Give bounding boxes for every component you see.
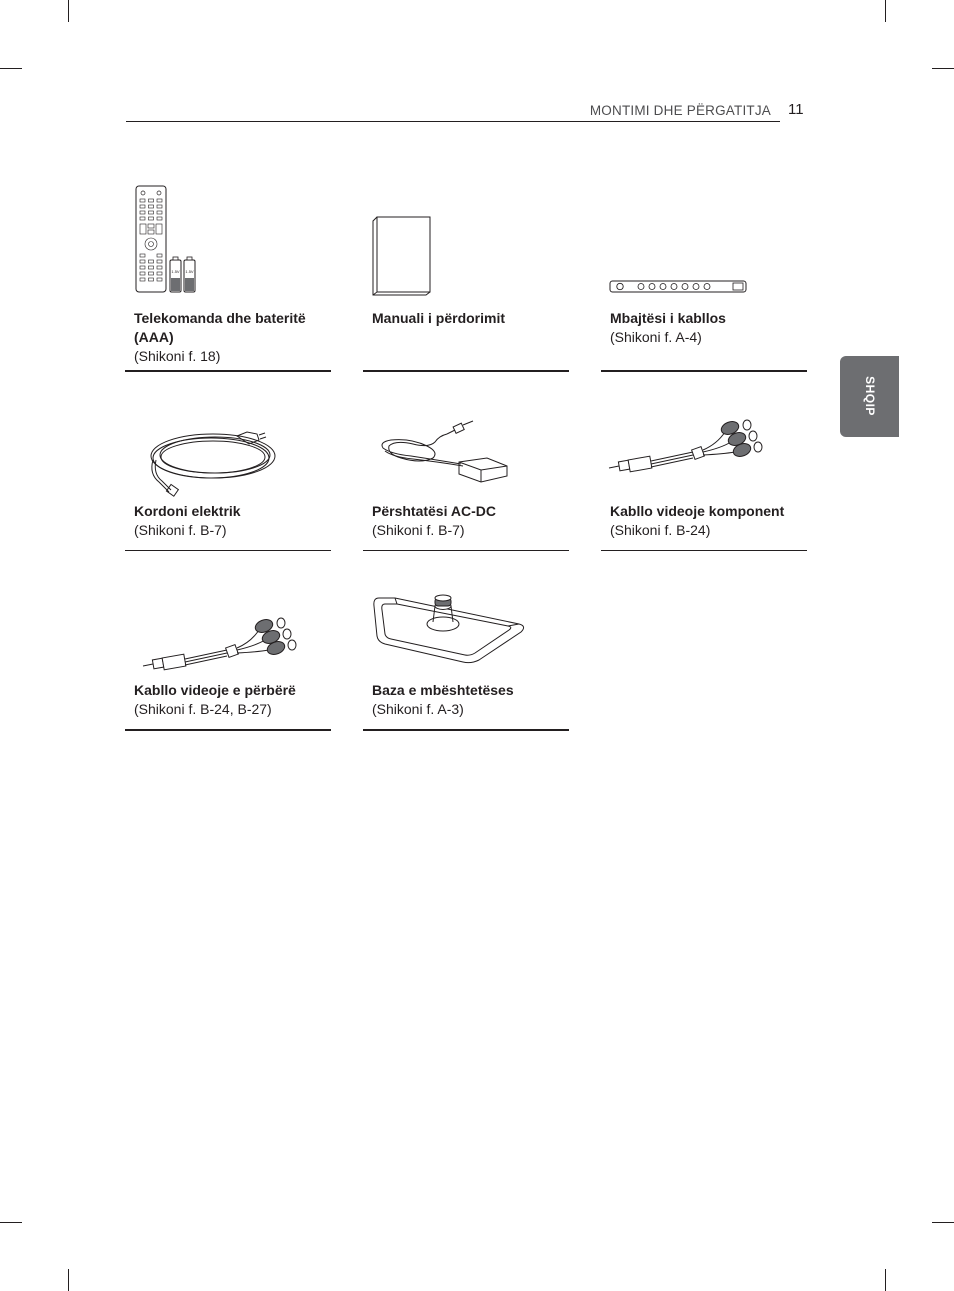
component-cable-icon — [607, 414, 763, 478]
accessory-ac-dc-adapter — [363, 410, 569, 552]
language-tab[interactable] — [840, 356, 899, 437]
item-divider — [363, 370, 569, 372]
accessory-reference: (Shikoni f. B-7) — [134, 522, 227, 538]
item-divider — [363, 550, 569, 551]
item-divider — [125, 550, 331, 551]
accessory-cable-holder — [601, 180, 807, 373]
composite-cable-icon — [141, 612, 297, 676]
accessory-reference: (Shikoni f. A-3) — [372, 701, 464, 717]
accessory-manual — [363, 180, 569, 373]
language-tab-label: SHQIP — [863, 376, 877, 416]
accessory-title: Mbajtësi i kabllos — [610, 310, 726, 326]
accessory-remote-batteries — [125, 180, 331, 373]
crop-mark — [932, 1222, 954, 1223]
header-rule — [126, 121, 780, 122]
item-divider — [125, 729, 331, 731]
accessory-title: Telekomanda dhe bateritë (AAA) — [134, 310, 306, 345]
item-divider — [363, 729, 569, 731]
accessory-power-cord — [125, 410, 331, 552]
item-divider — [125, 370, 331, 372]
power-cord-icon — [143, 422, 283, 500]
crop-mark — [0, 1222, 22, 1223]
crop-mark — [932, 68, 954, 69]
crop-mark — [68, 0, 69, 22]
section-title: MONTIMI DHE PËRGATITJA — [589, 103, 771, 118]
accessory-reference: (Shikoni f. B-24, B-27) — [134, 701, 272, 717]
item-divider — [601, 550, 807, 551]
stand-base-icon — [371, 592, 531, 668]
battery-label: 1.5V — [185, 269, 194, 274]
crop-mark — [68, 1269, 69, 1291]
accessory-reference: (Shikoni f. B-7) — [372, 522, 465, 538]
accessory-title: Baza e mbështetëses — [372, 682, 514, 698]
cable-holder-icon — [609, 279, 749, 295]
accessory-title: Kabllo videoje komponent — [610, 503, 785, 519]
crop-mark — [0, 68, 22, 69]
item-divider — [601, 370, 807, 372]
accessory-reference: (Shikoni f. A-4) — [610, 329, 702, 345]
remote-with-batteries-icon — [133, 184, 223, 296]
accessory-title: Kordoni elektrik — [134, 503, 241, 519]
accessory-title: Manuali i përdorimit — [372, 310, 506, 326]
accessory-stand-base — [363, 590, 569, 732]
accessory-title: Kabllo videoje e përbërë — [134, 682, 296, 698]
crop-mark — [885, 0, 886, 22]
accessory-component-cable — [601, 410, 807, 552]
accessory-reference: (Shikoni f. B-24) — [610, 522, 711, 538]
accessory-composite-cable — [125, 590, 331, 732]
crop-mark — [885, 1269, 886, 1291]
accessory-reference: (Shikoni f. 18) — [134, 348, 221, 364]
accessory-title: Përshtatësi AC-DC — [372, 503, 496, 519]
manual-book-icon — [371, 215, 435, 297]
ac-dc-adapter-icon — [377, 414, 517, 494]
page-number: 11 — [788, 101, 804, 118]
battery-label: 1.5V — [171, 269, 180, 274]
